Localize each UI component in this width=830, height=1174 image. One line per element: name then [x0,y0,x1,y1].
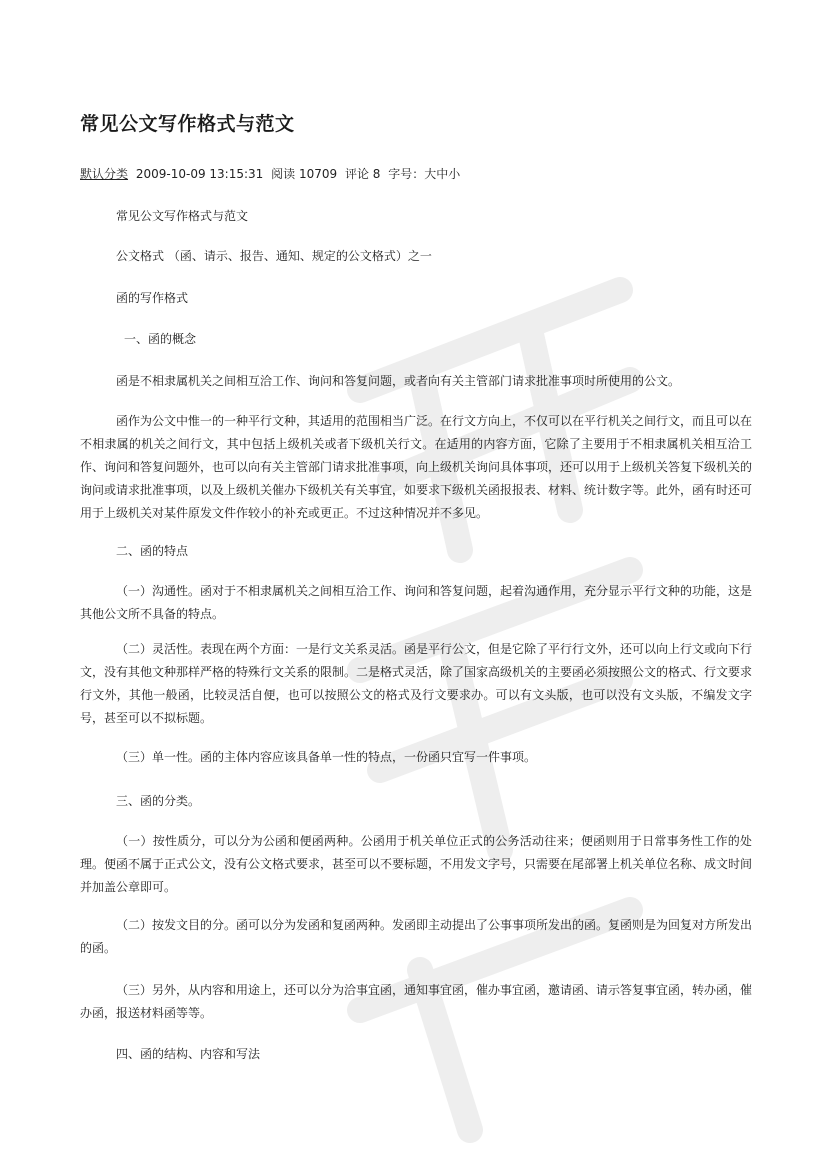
post-meta [80,165,464,182]
body-paragraph: （二）按发文目的分。函可以分为发函和复函两种。发函即主动提出了公事事项所发出的函。复函则是为回复对方所发出的函。 [80,918,753,955]
comment-count[interactable]: 评论 8 [344,167,381,181]
category-link[interactable]: 默认分类 [80,167,129,181]
body-paragraph: 函作为公文中惟一的一种平行文种，其适用的范围相当广泛。在行文方向上，不仅可以在平行机关之间行文，而且可以在不相隶属的机关之间行文，其中包括上级机关或者下级机关行文。在适用的内容方面，它除了主要用于不相隶属机关相互洽工作、询问和答复问题外，也可以向有关主管部门请求批准事项，向上级机关询问具体事项，还可以用于上级机关答复下级机关的询问或请求批准事项，以及上级机关催办下级机关有关事宜，如要求下级机关函报报表、材料、统计数字等。此外，函有时还可用于上级机关对某件原发文件作较小的补充或更正。不过这种情况并不多见。 [80,414,753,520]
body-paragraph: （三）单一性。函的主体内容应该具备单一性的特点，一份函只宜写一件事项。 [116,750,537,764]
section-heading: 四、函的结构、内容和写法 [116,1047,261,1061]
post-datetime: 2009-10-09 13:15:31 [135,167,264,181]
body-paragraph: （一）沟通性。函对于不相隶属机关之间相互洽工作、询问和答复问题，起着沟通作用，充分显示平行文种的功能，这是其他公文所不具备的特点。 [80,584,753,621]
body-paragraph: 函的写作格式 [116,291,189,305]
body-paragraph: （三）另外，从内容和用途上，还可以分为洽事宜函，通知事宜函，催办事宜函，邀请函、请示答复事宜函，转办函，催办函，报送材料函等等。 [80,983,753,1020]
section-heading: 一、函的概念 [124,332,197,346]
read-count: 阅读 10709 [271,167,338,181]
section-heading: 二、函的特点 [116,544,189,558]
body-paragraph: 常见公文写作格式与范文 [116,209,249,223]
body-paragraph: （一）按性质分，可以分为公函和便函两种。公函用于机关单位正式的公务活动往来；便函则用于日常事务性工作的处理。便函不属于正式公文，没有公文格式要求，甚至可以不要标题，不用发文字号，只需要在尾部署上机关单位名称、成文时间并加盖公章即可。 [80,834,753,894]
body-paragraph: 公文格式 （函、请示、报告、通知、规定的公文格式）之一 [116,249,432,263]
page-title: 常见公文写作格式与范文 [80,113,295,135]
body-paragraph: （二）灵活性。表现在两个方面：一是行文关系灵活。函是平行公文，但是它除了平行行文外，还可以向上行文或向下行文，没有其他文种那样严格的特殊行文关系的限制。二是格式灵活，除了国家高级机关的主要函必须按照公文的格式、行文要求行文外，其他一般函，比较灵活自便，也可以按照公文的格式及行文要求办。可以有文头版，也可以没有文头版，不编发文字号，甚至可以不拟标题。 [80,642,753,725]
section-heading: 三、函的分类。 [116,794,201,808]
font-size-switch[interactable]: 字号：大中小 [388,167,461,181]
body-paragraph: 函是不相隶属机关之间相互洽工作、询问和答复问题，或者向有关主管部门请求批准事项时所使用的公文。 [116,374,681,388]
